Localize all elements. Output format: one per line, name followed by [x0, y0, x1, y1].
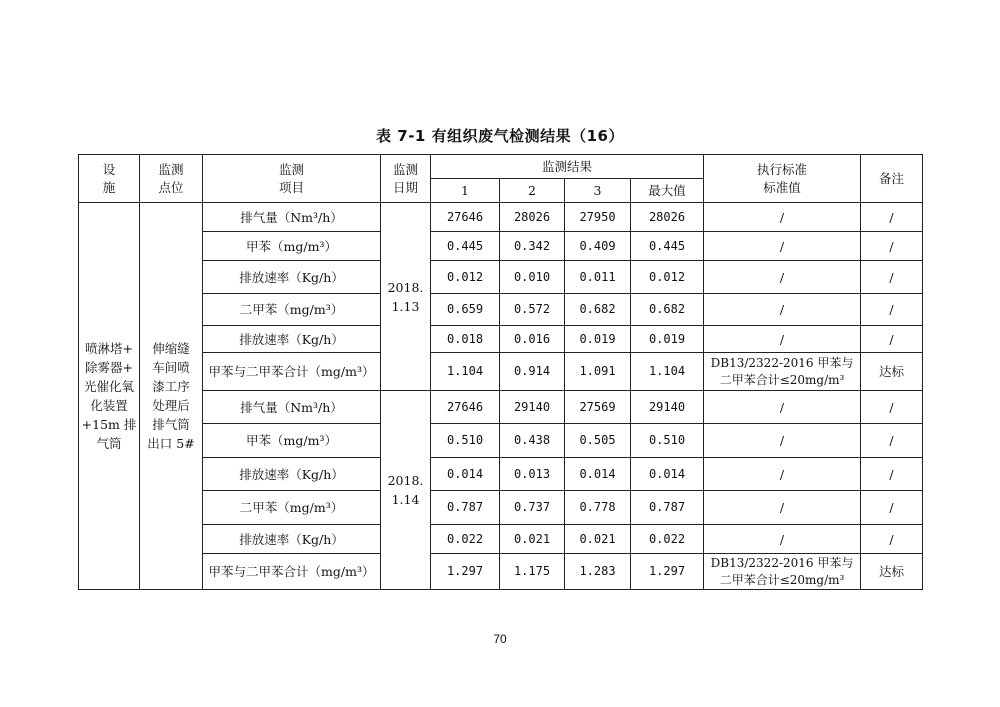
max-cell: 1.297 [631, 554, 704, 590]
value-cell: 0.013 [500, 458, 565, 491]
remark-cell: / [861, 326, 923, 353]
facility-cell: 喷淋塔+ 除雾器+ 光催化氧 化装置 +15m 排 气筒 [79, 203, 140, 590]
table-row [79, 391, 923, 424]
max-cell: 29140 [631, 391, 704, 424]
value-cell: 27569 [565, 391, 631, 424]
standard-cell: / [704, 294, 861, 326]
max-cell: 0.012 [631, 261, 704, 294]
remark-cell: / [861, 491, 923, 525]
page-number: 70 [493, 632, 507, 646]
header-remark: 备注 [861, 155, 923, 203]
header-date: 监测 日期 [381, 155, 431, 203]
standard-cell: / [704, 232, 861, 261]
item-cell: 二甲苯（mg/m³） [203, 294, 381, 326]
remark-cell: / [861, 424, 923, 458]
value-cell: 1.091 [565, 353, 631, 391]
max-cell: 0.014 [631, 458, 704, 491]
value-cell: 0.016 [500, 326, 565, 353]
remark-cell: / [861, 232, 923, 261]
value-cell: 28026 [500, 203, 565, 232]
max-cell: 0.445 [631, 232, 704, 261]
max-cell: 0.510 [631, 424, 704, 458]
table-row [79, 261, 923, 294]
value-cell: 1.297 [431, 554, 500, 590]
table-title: 表 7-1 有组织废气检测结果（16） [376, 127, 624, 145]
header-result-max: 最大值 [631, 179, 704, 203]
value-cell: 0.014 [565, 458, 631, 491]
header-facility: 设 施 [79, 155, 140, 203]
value-cell: 0.021 [565, 525, 631, 554]
value-cell: 0.510 [431, 424, 500, 458]
value-cell: 0.572 [500, 294, 565, 326]
max-cell: 28026 [631, 203, 704, 232]
value-cell: 27950 [565, 203, 631, 232]
value-cell: 0.914 [500, 353, 565, 391]
point-cell: 伸缩缝 车间喷 漆工序 处理后 排气筒 出口 5# [140, 203, 203, 590]
header-result-2: 2 [500, 179, 565, 203]
standard-cell: DB13/2322-2016 甲苯与二甲苯合计≤20mg/m³ [704, 353, 861, 391]
remark-cell: / [861, 203, 923, 232]
standard-cell: / [704, 326, 861, 353]
table-row [79, 491, 923, 525]
table-row [79, 458, 923, 491]
max-cell: 0.682 [631, 294, 704, 326]
value-cell: 0.014 [431, 458, 500, 491]
value-cell: 0.682 [565, 294, 631, 326]
standard-cell: / [704, 261, 861, 294]
standard-cell: / [704, 458, 861, 491]
table-row [79, 353, 923, 391]
standard-cell: / [704, 491, 861, 525]
value-cell: 0.019 [565, 326, 631, 353]
remark-cell: 达标 [861, 353, 923, 391]
header-standard: 执行标准 标准值 [704, 155, 861, 203]
table-row [79, 203, 923, 232]
remark-cell: / [861, 525, 923, 554]
table-row [79, 326, 923, 353]
item-cell: 排放速率（Kg/h） [203, 525, 381, 554]
value-cell: 27646 [431, 391, 500, 424]
standard-cell: / [704, 203, 861, 232]
max-cell: 1.104 [631, 353, 704, 391]
item-cell: 甲苯与二甲苯合计（mg/m³） [203, 353, 381, 391]
remark-cell: / [861, 458, 923, 491]
max-cell: 0.022 [631, 525, 704, 554]
item-cell: 甲苯（mg/m³） [203, 424, 381, 458]
value-cell: 0.409 [565, 232, 631, 261]
header-result-3: 3 [565, 179, 631, 203]
standard-cell: DB13/2322-2016 甲苯与二甲苯合计≤20mg/m³ [704, 554, 861, 590]
date-cell: 2018. 1.14 [381, 391, 431, 590]
value-cell: 0.342 [500, 232, 565, 261]
max-cell: 0.787 [631, 491, 704, 525]
remark-cell: 达标 [861, 554, 923, 590]
item-cell: 甲苯（mg/m³） [203, 232, 381, 261]
table-row [79, 232, 923, 261]
value-cell: 0.018 [431, 326, 500, 353]
value-cell: 0.012 [431, 261, 500, 294]
remark-cell: / [861, 391, 923, 424]
item-cell: 排放速率（Kg/h） [203, 458, 381, 491]
standard-cell: / [704, 424, 861, 458]
value-cell: 0.787 [431, 491, 500, 525]
header-results: 监测结果 [431, 155, 704, 179]
value-cell: 0.011 [565, 261, 631, 294]
item-cell: 甲苯与二甲苯合计（mg/m³） [203, 554, 381, 590]
value-cell: 1.175 [500, 554, 565, 590]
max-cell: 0.019 [631, 326, 704, 353]
table-row [79, 294, 923, 326]
value-cell: 0.505 [565, 424, 631, 458]
table-row [79, 525, 923, 554]
value-cell: 1.283 [565, 554, 631, 590]
table-row [79, 554, 923, 590]
header-result-1: 1 [431, 179, 500, 203]
date-cell: 2018. 1.13 [381, 203, 431, 391]
value-cell: 0.659 [431, 294, 500, 326]
value-cell: 27646 [431, 203, 500, 232]
value-cell: 1.104 [431, 353, 500, 391]
value-cell: 0.445 [431, 232, 500, 261]
value-cell: 0.022 [431, 525, 500, 554]
item-cell: 排气量（Nm³/h） [203, 391, 381, 424]
standard-cell: / [704, 525, 861, 554]
results-table [78, 154, 923, 590]
table-row [79, 424, 923, 458]
value-cell: 0.010 [500, 261, 565, 294]
value-cell: 0.737 [500, 491, 565, 525]
standard-cell: / [704, 391, 861, 424]
value-cell: 29140 [500, 391, 565, 424]
item-cell: 排气量（Nm³/h） [203, 203, 381, 232]
header-item: 监测 项目 [203, 155, 381, 203]
item-cell: 排放速率（Kg/h） [203, 326, 381, 353]
item-cell: 排放速率（Kg/h） [203, 261, 381, 294]
value-cell: 0.778 [565, 491, 631, 525]
remark-cell: / [861, 261, 923, 294]
remark-cell: / [861, 294, 923, 326]
item-cell: 二甲苯（mg/m³） [203, 491, 381, 525]
value-cell: 0.438 [500, 424, 565, 458]
value-cell: 0.021 [500, 525, 565, 554]
header-point: 监测 点位 [140, 155, 203, 203]
